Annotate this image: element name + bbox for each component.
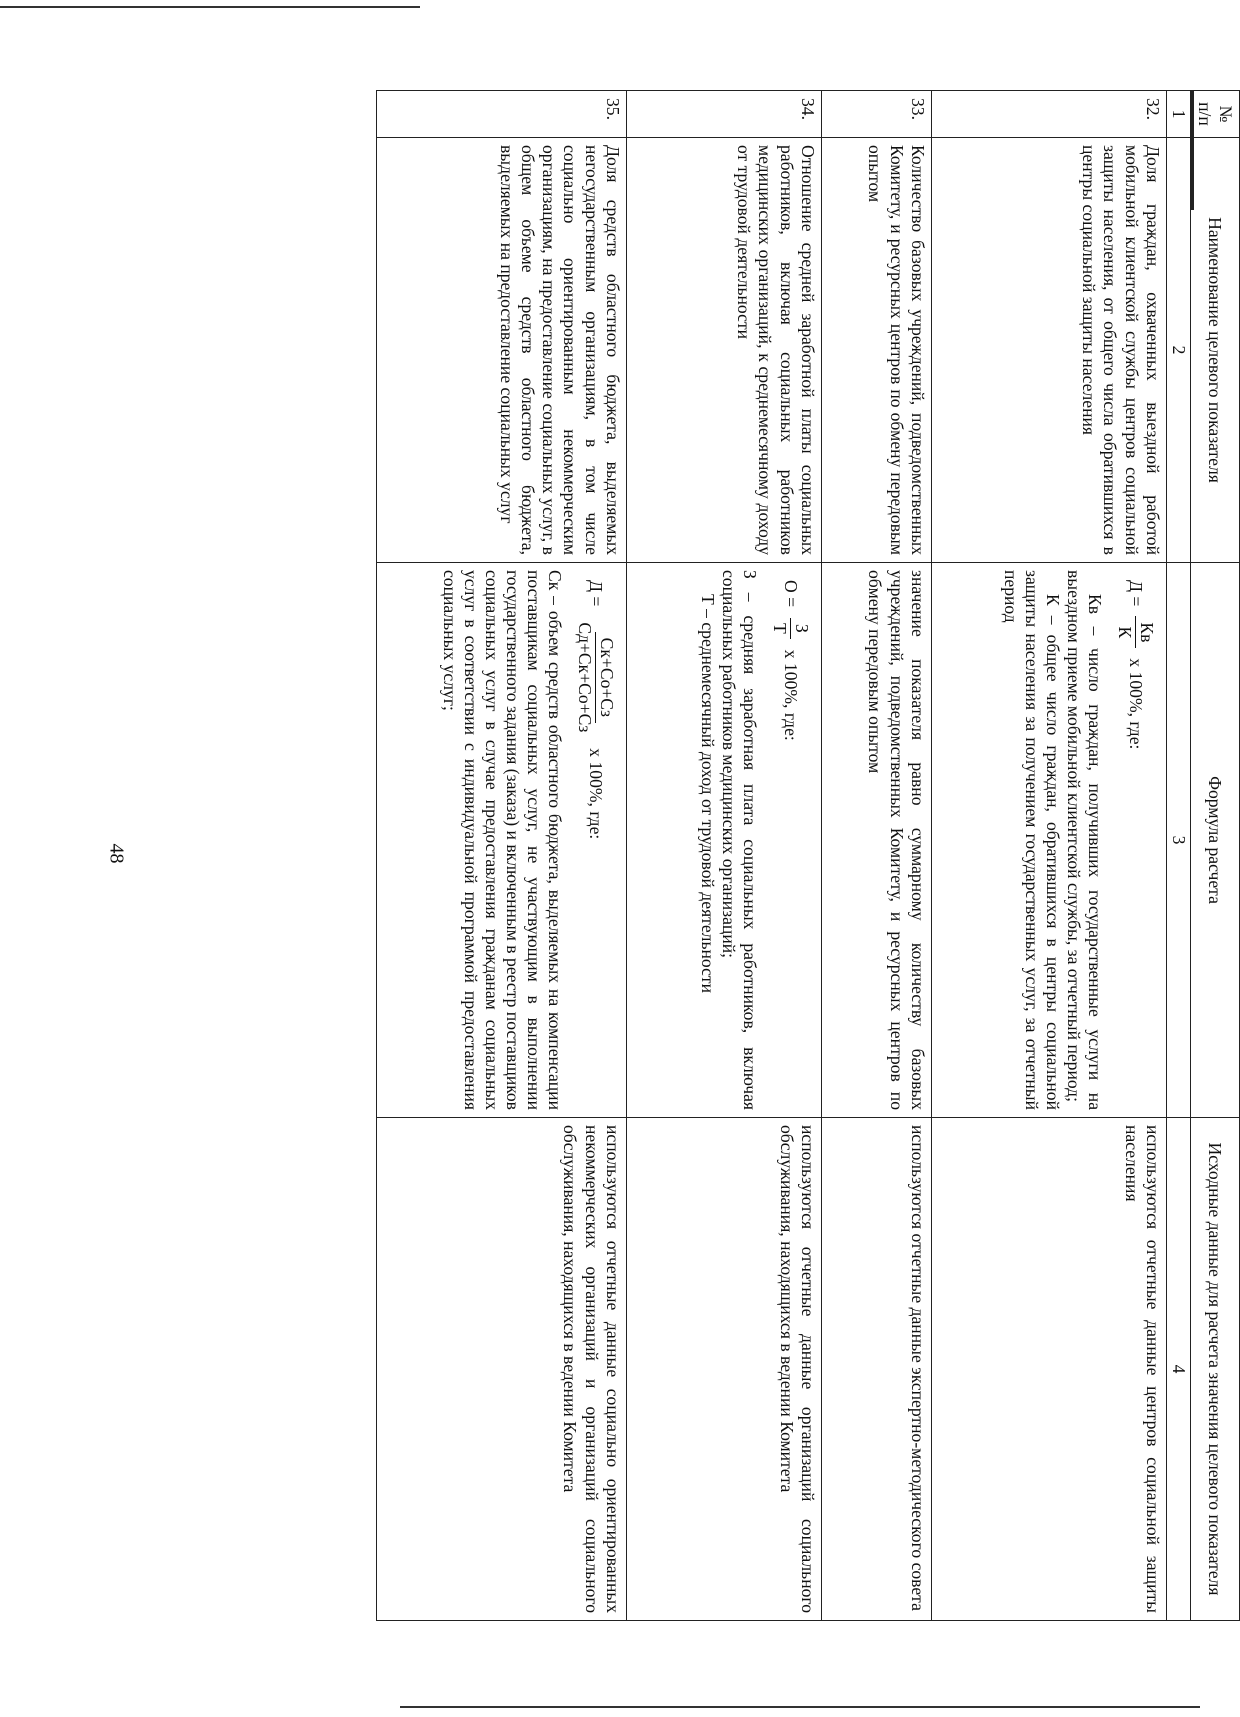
indicator-name: Количество базовых учреждений, подведомственных Комитету, и ресурсных центров по обмену передовым опытом <box>821 138 931 563</box>
header-formula: Формула расчета <box>1190 563 1239 1118</box>
scan-edge-top <box>0 0 1200 14</box>
table-header-row <box>1190 91 1239 1621</box>
col-number: 3 <box>1166 563 1190 1118</box>
formula-tail: х 100%, где: <box>585 748 606 840</box>
indicator-name: Доля граждан, охваченных выездной работой мобильной клиентской службы центров социальной защиты населения, от общего числа обратившихся в центры социальной защиты населения <box>931 138 1166 563</box>
formula-fraction <box>1113 616 1156 648</box>
row-number: 34. <box>626 91 821 138</box>
header-name: Наименование целевого показателя <box>1190 138 1239 563</box>
scan-edge-bottom <box>400 1706 1200 1708</box>
indicator-formula <box>931 563 1166 1118</box>
formula-expression <box>1113 580 1156 1110</box>
table-row <box>821 91 931 1621</box>
table-row <box>626 91 821 1621</box>
fraction-denominator: К <box>1114 626 1135 639</box>
indicators-table <box>376 90 1240 1621</box>
indicator-formula <box>376 563 626 1118</box>
formula-definition: Кв – число граждан, получивших государственные услуги на выездном приеме мобильной клиентской службы, за отчетный период; <box>1064 570 1106 1110</box>
formula-tail: х 100%, где: <box>780 649 801 741</box>
formula-definition: З – средняя заработная плата социальных работников, включая социальных работников медицинских организаций; <box>719 570 761 1110</box>
fraction-denominator: Сд+Ск+Со+Сз <box>574 622 595 733</box>
page-number: 48 <box>105 843 128 864</box>
table-row <box>931 91 1166 1621</box>
indicator-name: Доля средств областного бюджета, выделяемых негосударственным организациям, в том числе социально ориентированным некоммерческим организациям, на предоставление социальных услуг, в общем объеме средств областного бюджета, выделяемых на предоставление социальных услуг <box>376 138 626 563</box>
formula-lhs: О = <box>780 580 801 608</box>
indicator-source: используются отчетные данные организаций социального обслуживания, находящихся в ведении Комитета <box>626 1118 821 1621</box>
indicator-source: используются отчетные данные центров социальной защиты населения <box>931 1118 1166 1621</box>
fraction-numerator: З <box>790 618 812 639</box>
formula-definition: Т – среднемесячный доход от трудовой деятельности <box>698 594 719 994</box>
fraction-denominator: Т <box>769 623 790 634</box>
formula-lhs: Д = <box>585 580 606 607</box>
formula-fraction <box>573 616 616 738</box>
col-number: 2 <box>1166 138 1190 563</box>
column-number-row <box>1166 91 1190 1621</box>
formula-lhs: Д = <box>1125 580 1146 607</box>
table-row <box>376 91 626 1621</box>
header-num: № п/п <box>1190 91 1239 138</box>
indicator-source: используются отчетные данные социально ориентированных некоммерческих организаций и организаций социального обслуживания, находящихся в ведении Комитета <box>376 1118 626 1621</box>
row-number: 33. <box>821 91 931 138</box>
formula-fraction <box>768 617 811 640</box>
indicator-name: Отношение средней заработной платы социальных работников, включая социальных работников медицинских организаций, к среднемесячному доходу от трудовой деятельности <box>626 138 821 563</box>
formula-definition: Ск – объем средств областного бюджета, выделяемых на компенсации поставщикам социальных услуг, не участвующим в выполнении государственного задания (заказа) и включенным в реестр поставщиков социальных услуг в случае предоставления гражданам социальных услуг в соответствии с индивидуальной программой предоставления социальных услуг; <box>439 570 566 1110</box>
formula-tail: х 100%, где: <box>1125 658 1146 750</box>
col-number: 1 <box>1166 91 1190 138</box>
indicator-formula: значение показателя равно суммарному количеству базовых учреждений, подведомственных Комитету, и ресурсных центров по обмену передовым опытом <box>821 563 931 1118</box>
indicator-source: используются отчетные данные экспертно-методического совета <box>821 1118 931 1621</box>
rotated-page-content <box>160 90 1240 1620</box>
formula-expression <box>573 580 616 1110</box>
fraction-numerator: Кв <box>1135 616 1157 648</box>
indicator-formula <box>626 563 821 1118</box>
fraction-numerator: Ск+Со+Сз <box>595 632 617 723</box>
row-number: 35. <box>376 91 626 138</box>
row-number: 32. <box>931 91 1166 138</box>
header-source: Исходные данные для расчета значения целевого показателя <box>1190 1118 1239 1621</box>
formula-definition: К – общее число граждан, обратившихся в центры социальной защиты населения за получением государственных услуг, за отчетный период <box>1001 570 1064 1110</box>
formula-expression <box>768 580 811 1110</box>
col-number: 4 <box>1166 1118 1190 1621</box>
